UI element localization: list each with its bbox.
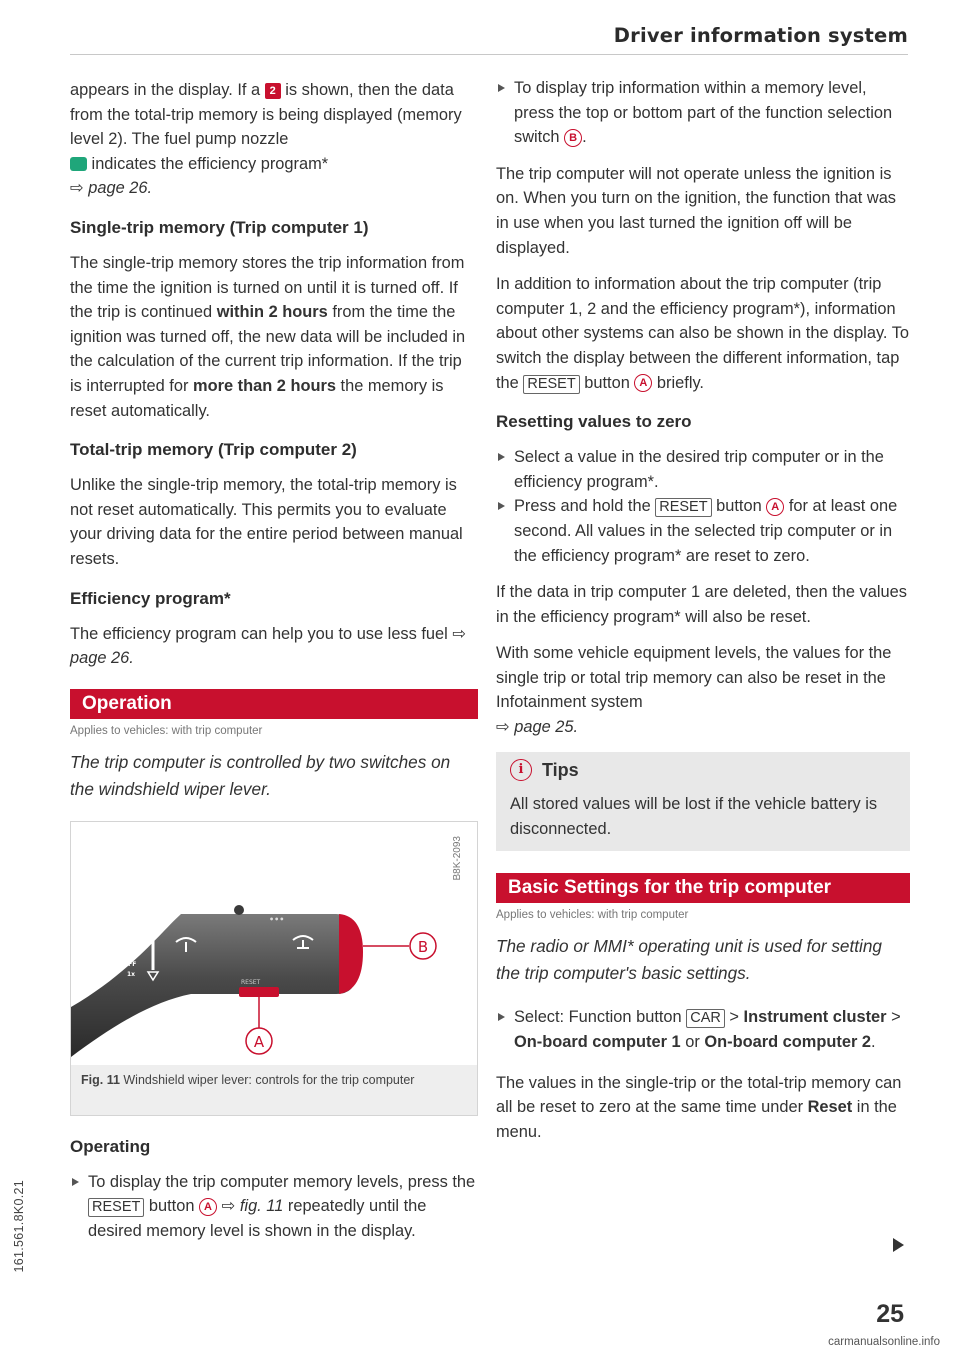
paragraph-deleted: If the data in trip computer 1 are deleted, then the values in the efficiency program* will also be reset. (496, 583, 907, 626)
tips-box (496, 752, 910, 852)
paragraph-other-systems: In addition to information about the trip computer (trip computer 1, 2 and the efficiency program*), information about other systems can also be shown in the display. To switch the display between the different information, tap the RESET button A briefly. (496, 275, 910, 392)
bullet-select-function: Select: Function button CAR > Instrument cluster > On-board computer 1 or On-board computer 2. (496, 1005, 910, 1054)
bullet-operating: To display the trip computer memory levels, press the RESET button A ⇨ fig. 11 repeatedly until the desired memory level is shown in the display. (70, 1170, 478, 1244)
document-code: 161.561.8K0.21 (12, 1180, 26, 1273)
callout-a-label: A (253, 1032, 265, 1051)
right-column (496, 76, 910, 1156)
intro-basic-settings: The radio or MMI* operating unit is used for setting the trip computer's basic settings. (496, 936, 882, 984)
paragraph-memory-level: appears in the display. If a 2 is shown, then the data from the total-trip memory is being displayed (memory level 2). The fuel pump nozzle indicates the efficiency program* ⇨ page 26. (70, 81, 462, 198)
lever-label-1x: 1x (127, 970, 136, 978)
callout-a-inline-3: A (766, 498, 784, 516)
memory-level-2-badge: 2 (265, 83, 281, 99)
lever-knob (234, 905, 244, 915)
lever-body (71, 914, 356, 1057)
figure-caption: Fig. 11 Windshield wiper lever: controls for the trip computer (71, 1065, 477, 1115)
page-26-link-2[interactable]: ⇨ page 26. (70, 624, 467, 668)
reset-button-a[interactable] (239, 987, 279, 997)
lever-label-int: ••• (123, 950, 135, 958)
callout-a-inline: A (199, 1198, 217, 1216)
callout-a-inline-2: A (634, 374, 652, 392)
figure-code: B8K-2093 (452, 835, 464, 881)
page-26-link[interactable]: ⇨ page 26. (70, 179, 153, 198)
paragraph-total-trip: Unlike the single-trip memory, the total-trip memory is not reset automatically. This permits you to evaluate your driving data for the entire period between manual resets. (70, 476, 463, 568)
function-switch-b[interactable] (339, 914, 363, 994)
applies-note: Applies to vehicles: with trip computer (70, 724, 263, 737)
paragraph-single-trip: The single-trip memory stores the trip information from the time the ignition is turned on until it is turned off. If the trip is continued within 2 hours from the time the ignition was turned off, the new data will be included in the calculation of the current trip information. If the trip is interrupted for more than 2 hours the memory is reset automatically. (70, 253, 466, 420)
applies-note-2: Applies to vehicles: with trip computer (496, 909, 689, 922)
page-number: 25 (876, 1300, 904, 1328)
tips-text: All stored values will be lost if the vehicle battery is disconnected. (510, 795, 878, 838)
paragraph-reset-menu: The values in the single-trip or the total-trip memory can all be reset to zero at the same time under Reset in the menu. (496, 1073, 902, 1141)
fuel-pump-icon (70, 157, 87, 171)
header-rule (70, 54, 908, 55)
lever-label-low: LOW (123, 940, 139, 948)
reset-text: RESET (241, 978, 261, 986)
heading-operating: Operating (70, 1136, 151, 1156)
paragraph-ignition: The trip computer will not operate unless the ignition is on. When you turn on the ignition, the function that was in use when you last turned the ignition off will be displayed. (496, 164, 897, 257)
lever-label-off: OFF (123, 960, 137, 968)
tips-title: Tips (542, 759, 579, 780)
bullet-select-value: Select a value in the desired trip computer or in the efficiency program*. (496, 445, 910, 494)
heading-single-trip: Single-trip memory (Trip computer 1) (70, 217, 369, 237)
tips-header (510, 758, 896, 783)
paragraph-infotainment: With some vehicle equipment levels, the values for the single trip or total trip memory can also be reset in the Infotainment system ⇨ page 25. (496, 644, 892, 737)
heading-reset: Resetting values to zero (496, 412, 692, 432)
page-25-link[interactable]: ⇨ page 25. (496, 718, 579, 737)
info-icon: i (510, 759, 532, 781)
section-band-operation: Operation (70, 689, 478, 719)
section-band-basic-settings: Basic Settings for the trip computer (496, 873, 910, 903)
left-column (70, 78, 478, 1243)
lever-label-high: HIGH (123, 930, 141, 938)
reset-key: RESET (88, 1198, 144, 1217)
continue-arrow-icon (893, 1238, 904, 1252)
heading-efficiency: Efficiency program* (70, 588, 231, 608)
page-header-title: Driver information system (613, 24, 908, 47)
heading-total-trip: Total-trip memory (Trip computer 2) (70, 440, 357, 460)
wiper-lever-illustration (71, 822, 477, 1067)
reset-key-3: RESET (655, 498, 711, 517)
paragraph-efficiency: The efficiency program can help you to use less fuel ⇨ page 26. (70, 624, 467, 668)
bullet-trip-info: To display trip information within a memory level, press the top or bottom part of the function selection switch B . (496, 76, 910, 150)
arrow-up-icon (148, 916, 158, 924)
watermark: carmanualsonline.info (828, 1336, 940, 1348)
bullet-press-hold: Press and hold the RESET button A for at least one second. All values in the selected trip computer or in the efficiency program* are reset to zero. (496, 494, 910, 568)
figure-wiper-lever (70, 821, 478, 1116)
car-key: CAR (686, 1009, 725, 1028)
reset-key-2: RESET (523, 375, 579, 394)
callout-b-inline: B (564, 129, 582, 147)
svg-text:•••: ••• (269, 914, 285, 924)
callout-b-label: B (417, 937, 429, 956)
intro-operation: The trip computer is controlled by two switches on the windshield wiper lever. (70, 751, 451, 799)
fig-11-link[interactable]: ⇨ fig. 11 (217, 1197, 284, 1216)
